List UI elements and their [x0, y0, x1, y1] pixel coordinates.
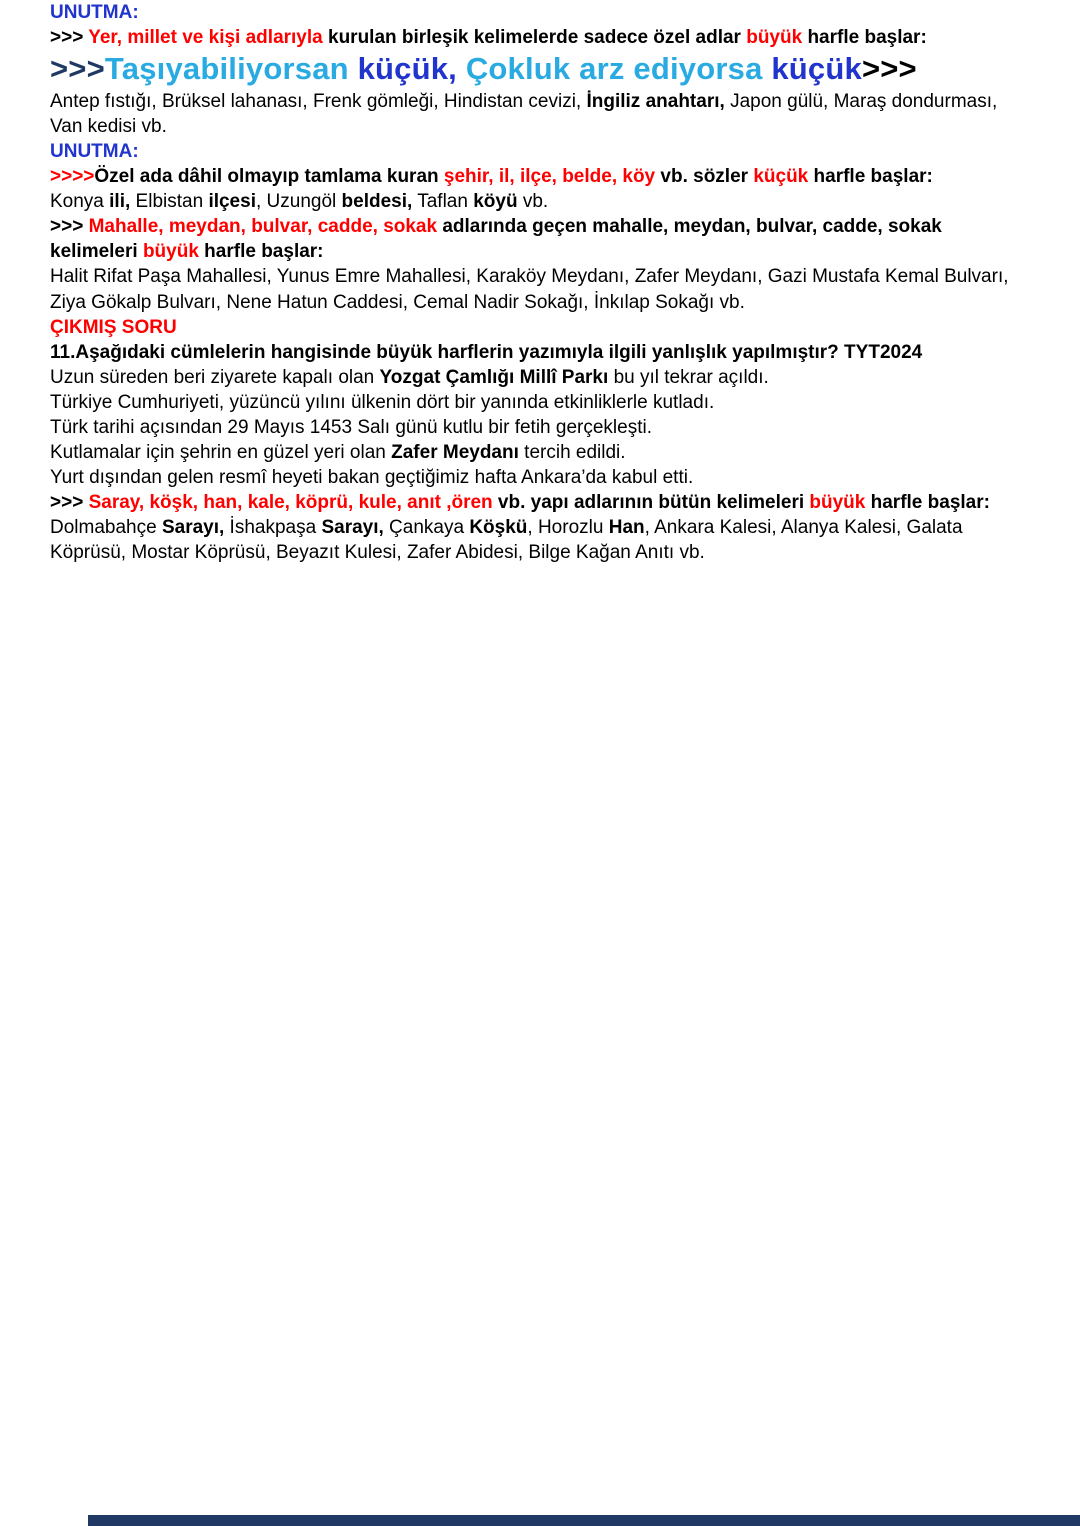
text-run: Özel ada dâhil olmayıp tamlama kuran — [94, 166, 444, 188]
text-run: tercih edildi. — [518, 442, 626, 463]
example-konya — [50, 189, 1025, 214]
rule-ozel-ada — [50, 164, 1025, 189]
option-turk-tarihi — [50, 415, 1025, 440]
option-yozgat — [50, 365, 1025, 390]
question-11 — [50, 340, 1025, 365]
text-run: Halit Rifat Paşa Mahallesi, Yunus Emre Mahallesi, Karaköy Meydanı, Zafer Meydanı, Gazi Mustafa Kemal Bulvarı, Ziya Gökalp Bulvarı, Nene Hatun Caddesi, Cemal Nadir Sokağı, İnkılap Sokağı vb. — [50, 266, 1009, 313]
text-run: ilçesi — [208, 191, 256, 213]
text-run: Taflan — [412, 191, 474, 213]
text-run: UNUTMA: — [50, 141, 139, 163]
option-yurt-disi — [50, 465, 1025, 490]
text-run: UNUTMA: — [50, 2, 139, 23]
text-run: Antep fıstığı, Brüksel lahanası, Frenk gömleği, Hindistan cevizi, — [50, 90, 587, 112]
text-run: Mahalle, meydan, bulvar, cadde, sokak — [88, 216, 438, 238]
text-run: şehir, il, ilçe, belde, köy — [443, 166, 656, 188]
text-run: vb. — [517, 191, 549, 213]
text-run: vb. yapı adlarının bütün kelimeleri — [492, 492, 810, 514]
text-run: >>> — [861, 51, 917, 87]
text-run: harfle başlar: — [865, 492, 990, 514]
example-yapi-list — [50, 515, 1025, 565]
text-run: büyük — [142, 241, 199, 263]
text-run: >>> — [50, 51, 105, 87]
text-run: Köşkü — [469, 517, 528, 539]
text-run: küçük — [753, 166, 809, 188]
text-run: ili, — [109, 191, 131, 213]
text-run: küçük — [771, 51, 862, 87]
text-run: Taşıyabiliyorsan — [104, 51, 349, 87]
text-run: Dolmabahçe — [50, 517, 162, 539]
text-run: , Ankara Kalesi, Alanya Kalesi, Galata Köprüsü, Mostar Köprüsü, Beyazıt Kulesi, Zafer Abidesi, Bilge Kağan Anıtı vb. — [50, 517, 963, 564]
option-kutlamalar — [50, 440, 1025, 465]
text-run: harfle başlar: — [802, 27, 927, 49]
text-run: Türk tarihi açısından 29 Mayıs 1453 Salı günü kutlu bir fetih gerçekleşti. — [50, 416, 652, 438]
text-run: Uzun süreden beri ziyarete kapalı olan — [50, 366, 380, 388]
text-run: İngiliz anahtarı, — [586, 90, 725, 112]
text-run: vb. sözler — [655, 166, 754, 188]
example-mahalle-list — [50, 264, 1025, 314]
text-run: Yer, millet ve kişi adlarıyla — [88, 27, 323, 49]
text-run: İshakpaşa — [224, 517, 322, 539]
text-run: beldesi, — [341, 191, 413, 213]
text-run: harfle başlar: — [198, 241, 324, 263]
text-run: Türkiye Cumhuriyeti, yüzüncü yılını ülkenin dört bir yanında etkinliklerle kutladı. — [50, 391, 715, 413]
text-run: küçük, — [348, 51, 466, 87]
text-run: Han — [608, 517, 645, 539]
text-run: >>> — [50, 216, 89, 238]
page-bottom-bar — [88, 1515, 1080, 1526]
rule-yer-millet — [50, 25, 1025, 50]
option-turkiye — [50, 390, 1025, 415]
text-run: Yurt dışından gelen resmî heyeti bakan geçtiğimiz hafta Ankara’da kabul etti. — [50, 467, 694, 489]
text-run: büyük — [746, 27, 803, 49]
text-run: 11.Aşağıdaki cümlelerin hangisinde büyük harflerin yazımıyla ilgili yanlışlık yapılmıştır? TYT2024 — [50, 341, 923, 363]
slogan-heading — [50, 50, 1025, 89]
text-run: >>>> — [50, 166, 95, 188]
cikmis-soru-label — [50, 315, 1025, 340]
text-run: Sarayı, — [321, 517, 384, 539]
text-run: bu yıl tekrar açıldı. — [608, 366, 769, 388]
text-run: adlarında geçen mahalle, meydan, bulvar, cadde, sokak kelimeleri — [50, 216, 942, 263]
rule-yapi-adlari — [50, 490, 1025, 515]
text-run: Çokluk arz ediyorsa — [465, 51, 772, 87]
text-run: Saray, köşk, han, kale, köprü, kule, anıt ,ören — [88, 492, 493, 514]
text-run: Kutlamalar için şehrin en güzel yeri olan — [50, 442, 392, 463]
text-run: Yozgat Çamlığı Millî Parkı — [379, 366, 609, 388]
text-run: , Uzungöl — [255, 191, 342, 213]
example-antep — [50, 89, 1025, 139]
text-run: Elbistan — [130, 191, 209, 213]
text-run: >>> — [50, 492, 89, 514]
text-run: , Horozlu — [527, 517, 609, 539]
text-run: Sarayı, — [161, 517, 225, 539]
text-run: büyük — [809, 492, 866, 514]
rule-mahalle — [50, 214, 1025, 264]
note-label-1 — [50, 0, 1025, 25]
text-run: Konya — [50, 191, 110, 213]
text-run: Japon gülü, Maraş dondurması, Van kedisi vb. — [50, 90, 998, 137]
text-run: Çankaya — [383, 517, 470, 539]
text-run: Zafer Meydanı — [391, 442, 519, 463]
text-run: kurulan birleşik kelimelerde sadece özel adlar — [322, 27, 747, 49]
text-run: ÇIKMIŞ SORU — [50, 316, 177, 338]
text-run: harfle başlar: — [808, 166, 933, 188]
note-label-2 — [50, 139, 1025, 164]
text-run: >>> — [50, 27, 89, 49]
text-run: köyü — [473, 191, 518, 213]
